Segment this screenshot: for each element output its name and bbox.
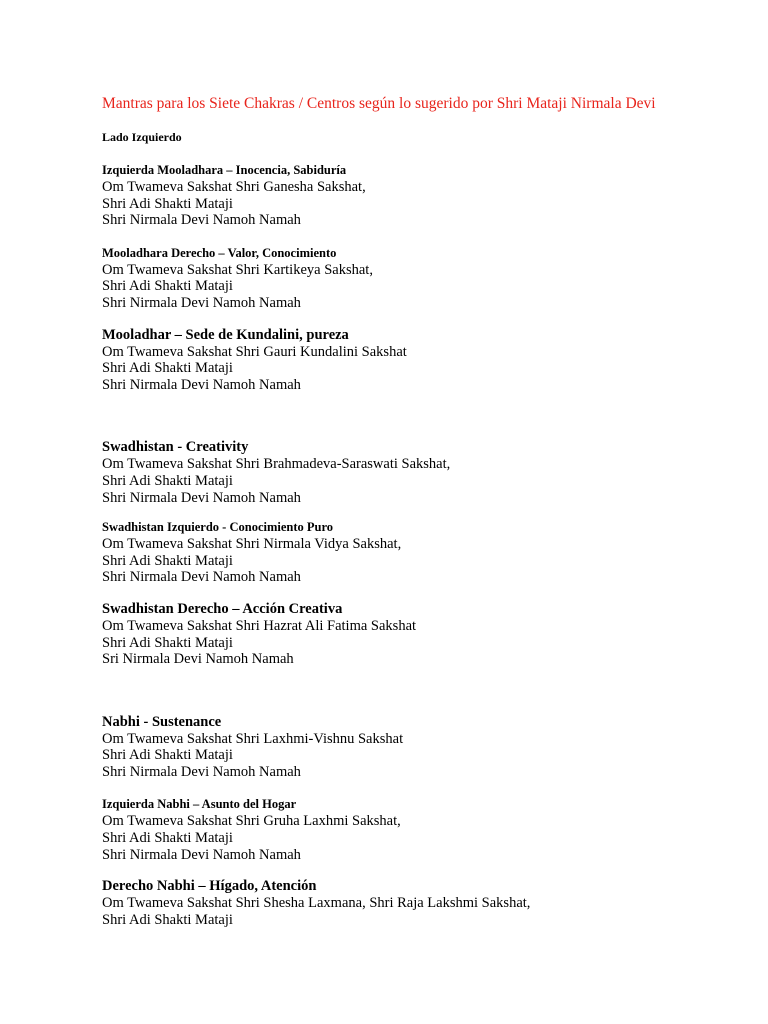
mantra-section — [102, 439, 742, 506]
section-heading: Swadhistan Derecho – Acción Creativa — [102, 600, 343, 617]
mantra-line: Shri Adi Shakti Mataji — [102, 360, 233, 377]
mantra-section — [102, 518, 742, 586]
mantra-line: Shri Nirmala Devi Namoh Namah — [102, 569, 301, 586]
mantra-line: Om Twameva Sakshat Shri Brahmadeva-Saraswati Sakshat, — [102, 456, 451, 473]
mantra-section — [102, 795, 742, 863]
mantra-line: Shri Adi Shakti Mataji — [102, 552, 233, 569]
mantra-line: Om Twameva Sakshat Shri Gruha Laxhmi Sakshat, — [102, 813, 401, 830]
mantra-line: Om Twameva Sakshat Shri Kartikeya Sakshat, — [102, 261, 373, 278]
mantra-line: Om Twameva Sakshat Shri Hazrat Ali Fatima Sakshat — [102, 617, 417, 634]
section-heading: Swadhistan - Creativity — [102, 439, 249, 456]
mantra-line: Shri Nirmala Devi Namoh Namah — [102, 489, 301, 506]
section-heading: Mooladhara Derecho – Valor, Conocimiento — [102, 245, 337, 260]
section-heading: Izquierda Nabhi – Asunto del Hogar — [102, 797, 297, 812]
document-page — [102, 94, 742, 928]
section-heading: Mooladhar – Sede de Kundalini, pureza — [102, 326, 349, 343]
section-heading: Nabhi - Sustenance — [102, 713, 222, 730]
mantra-section — [102, 327, 742, 394]
mantra-line: Shri Adi Shakti Mataji — [102, 278, 233, 295]
mantra-section — [102, 878, 742, 928]
mantra-line: Shri Adi Shakti Mataji — [102, 747, 233, 764]
mantra-line: Shri Nirmala Devi Namoh Namah — [102, 294, 301, 311]
document-title: Mantras para los Siete Chakras / Centros según lo sugerido por Shri Mataji Nirmala Devi — [102, 95, 656, 112]
section-heading: Izquierda Mooladhara – Inocencia, Sabiduría — [102, 163, 347, 177]
mantra-line: Sri Nirmala Devi Namoh Namah — [102, 651, 294, 668]
mantra-line: Shri Adi Shakti Mataji — [102, 911, 233, 928]
mantra-section — [102, 161, 742, 229]
mantra-line: Shri Adi Shakti Mataji — [102, 634, 233, 651]
mantra-section — [102, 714, 742, 781]
mantra-line: Om Twameva Sakshat Shri Laxhmi-Vishnu Sakshat — [102, 730, 404, 747]
mantra-line: Shri Adi Shakti Mataji — [102, 472, 233, 489]
mantra-line: Om Twameva Sakshat Shri Nirmala Vidya Sakshat, — [102, 536, 402, 553]
mantra-line: Shri Nirmala Devi Namoh Namah — [102, 763, 301, 780]
side-subtitle: Lado Izquierdo — [102, 130, 182, 144]
section-heading: Swadhistan Izquierdo - Conocimiento Puro — [102, 520, 334, 535]
mantra-section — [102, 244, 742, 312]
mantra-line: Shri Adi Shakti Mataji — [102, 830, 233, 847]
section-heading: Derecho Nabhi – Hígado, Atención — [102, 878, 317, 895]
mantra-line: Shri Nirmala Devi Namoh Namah — [102, 376, 301, 393]
mantra-line: Shri Nirmala Devi Namoh Namah — [102, 846, 301, 863]
mantra-section — [102, 601, 742, 668]
mantra-line: Om Twameva Sakshat Shri Ganesha Sakshat, — [102, 179, 366, 195]
mantra-line: Om Twameva Sakshat Shri Shesha Laxmana, Shri Raja Lakshmi Sakshat, — [102, 895, 531, 912]
mantra-line: Om Twameva Sakshat Shri Gauri Kundalini Sakshat — [102, 343, 407, 360]
mantra-line: Shri Adi Shakti Mataji — [102, 195, 233, 212]
mantra-line: Shri Nirmala Devi Namoh Namah — [102, 212, 301, 229]
